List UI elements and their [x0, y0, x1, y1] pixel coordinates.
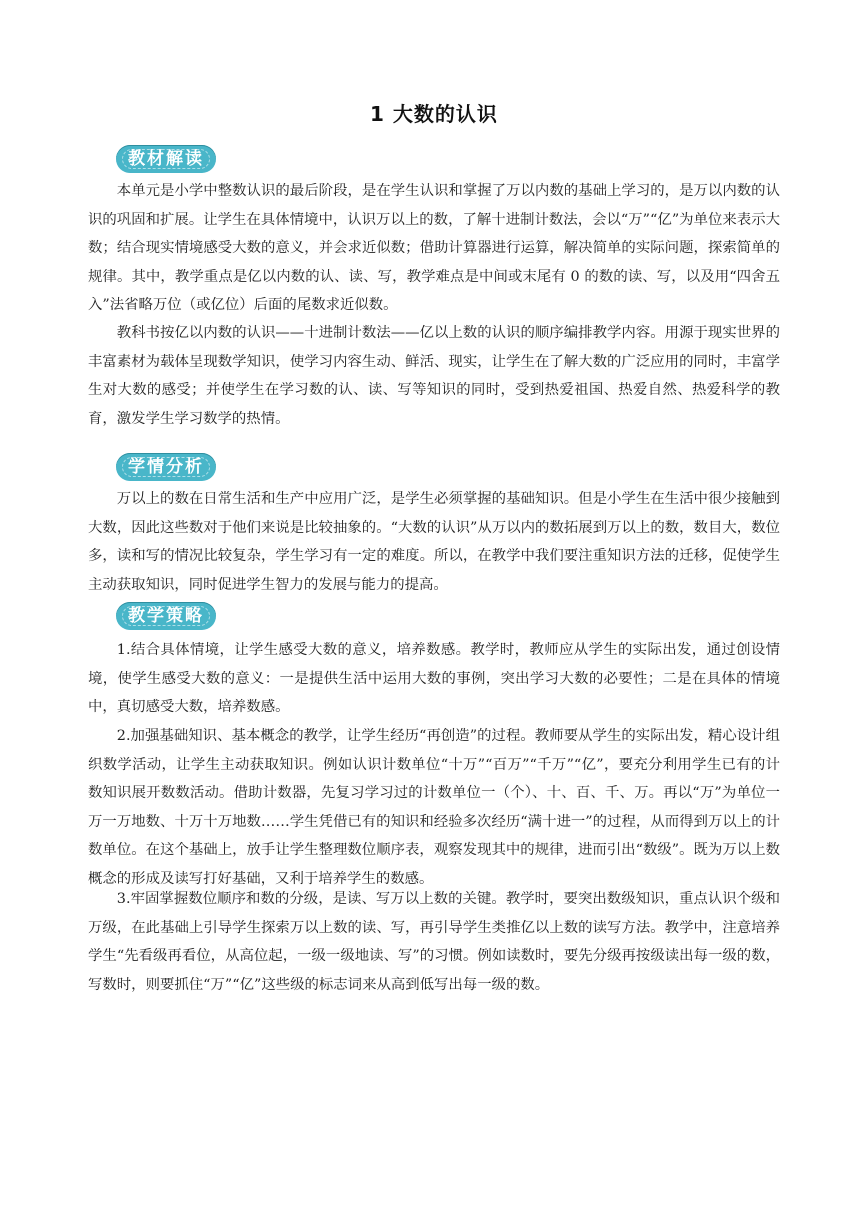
section-heading-teaching-strategy: 教学策略 — [116, 602, 216, 630]
paragraph: 3.牢固掌握数位顺序和数的分级，是读、写万以上数的关键。教学时，要突出数级知识，重点认识个级和万级，在此基础上引导学生探索万以上数的读、写，再引导学生类推亿以上数的读写方法。教学中，注意培养学生“先看级再看位，从高位起，一级一级地读、写”的习惯。例如读数时，要先分级再按级读出每一级的数，写数时，则要抓住“万”“亿”这些级的标志词来从高到低写出每一级的数。 — [88, 891, 780, 993]
paragraph: 教科书按亿以内数的认识——十进制计数法——亿以上数的认识的顺序编排教学内容。用源于现实世界的丰富素材为载体呈现数学知识，使学习内容生动、鲜活、现实，让学生在了解大数的广泛应用的同时，丰富学生对大数的感受；并使学生在学习数的认、读、写等知识的同时，受到热爱祖国、热爱自然、热爱科学的教育，激发学生学习数学的热情。 — [88, 325, 780, 427]
paragraph: 1.结合具体情境，让学生感受大数的意义，培养数感。教学时，教师应从学生的实际出发，通过创设情境，使学生感受大数的意义：一是提供生活中运用大数的事例，突出学习大数的必要性；二是在具体的情境中，真切感受大数，培养数感。 — [88, 642, 780, 715]
section-heading-textbook-interpretation: 教材解读 — [116, 145, 216, 173]
paragraph: 万以上的数在日常生活和生产中应用广泛，是学生必须掌握的基础知识。但是小学生在生活中很少接触到大数，因此这些数对于他们来说是比较抽象的。“大数的认识”从万以内的数拓展到万以上的数，数目大，数位多，读和写的情况比较复杂，学生学习有一定的难度。所以，在教学中我们要注重知识方法的迁移，促使学生主动获取知识，同时促进学生智力的发展与能力的提高。 — [88, 491, 780, 593]
paragraph: 2.加强基础知识、基本概念的教学，让学生经历“再创造”的过程。教师要从学生的实际出发，精心设计组织数学活动，让学生主动获取知识。例如认识计数单位“十万”“百万”“千万”“亿”，要充分利用学生已有的计数知识展开数数活动。借助计数器，先复习学习过的计数单位一（个）、十、百、千、万。再以“万”为单位一万一万地数、十万十万地数……学生凭借已有的知识和经验多次经历“满十进一”的过程，从而得到万以上的计数单位。在这个基础上，放手让学生整理数位顺序表，观察发现其中的规律，进而引出“数级”。既为万以上数概念的形成及读写打好基础，又利于培养学生的数感。 — [88, 728, 780, 887]
paragraph: 本单元是小学中整数认识的最后阶段，是在学生认识和掌握了万以内数的基础上学习的，是万以内数的认识的巩固和扩展。让学生在具体情境中，认识万以上的数，了解十进制计数法，会以“万”“亿”为单位来表示大数；结合现实情境感受大数的意义，并会求近似数；借助计算器进行运算，解决简单的实际问题，探索简单的规律。其中，教学重点是亿以内数的认、读、写，教学难点是中间或末尾有 0 的数的读、写，以及用“四舍五入”法省略万位（或亿位）后面的尾数求近似数。 — [88, 183, 780, 313]
section-heading-student-analysis: 学情分析 — [116, 453, 216, 481]
page-title: 1 大数的认识 — [370, 102, 498, 126]
